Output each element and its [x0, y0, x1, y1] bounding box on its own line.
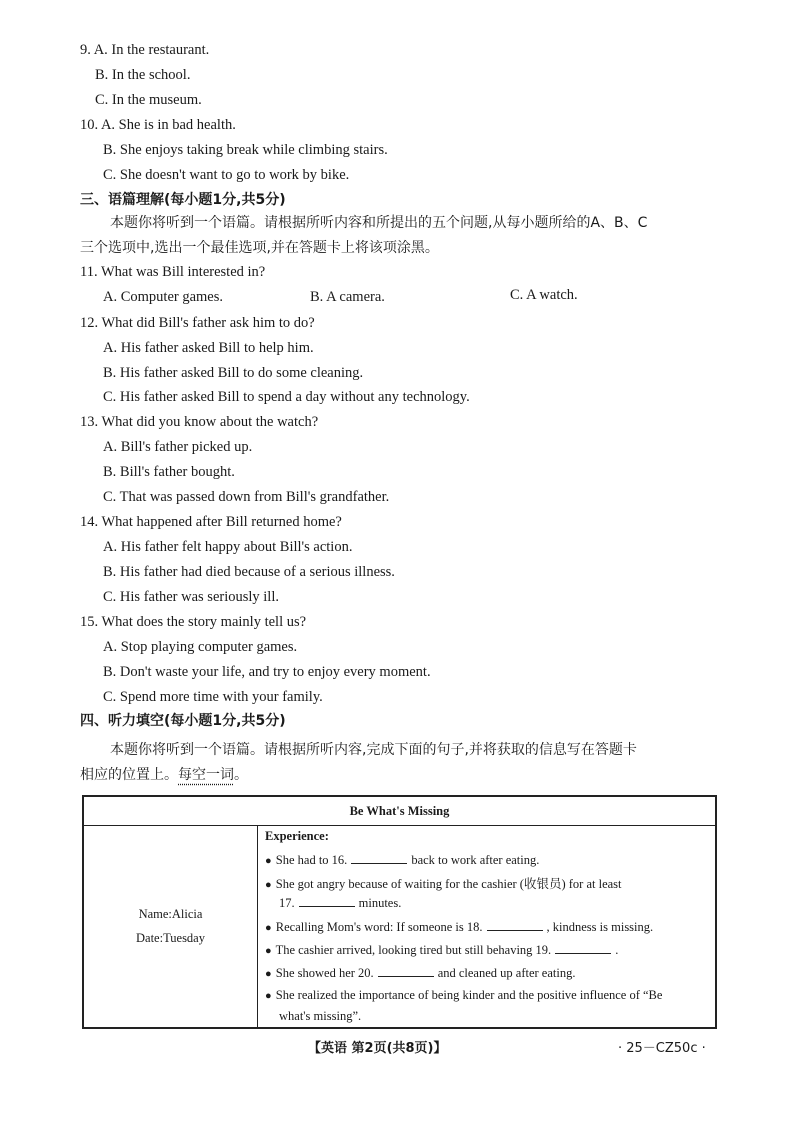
date-label: Date:Tuesday [136, 931, 205, 945]
blank-16 [351, 852, 407, 864]
q13-option-c: C. That was passed down from Bill's grandfather. [103, 489, 390, 505]
experience-line-16 [265, 852, 539, 868]
q15-question: 15. What does the story mainly tell us? [80, 614, 307, 630]
q15-option-b: B. Don't waste your life, and try to enjoy every moment. [103, 664, 431, 680]
line20-text-b: and cleaned up after eating. [437, 966, 576, 980]
line16-text-b: back to work after eating. [411, 853, 540, 867]
experience-line-17b [279, 895, 401, 911]
experience-line-19 [265, 942, 618, 958]
blank-20 [378, 965, 434, 977]
section3-heading: 三、语篇理解(每小题1分,共5分) [80, 192, 286, 208]
q12-question: 12. What did Bill's father ask him to do? [80, 315, 315, 331]
section4-heading: 四、听力填空(每小题1分,共5分) [80, 713, 286, 729]
line20-text-a: She showed her 20. [275, 966, 374, 980]
blank-17 [299, 895, 355, 907]
q9-option-c: C. In the museum. [95, 92, 202, 108]
section3-intro-line2: 三个选项中,选出一个最佳选项,并在答题卡上将该项涂黑。 [80, 240, 439, 256]
q13-option-a: A. Bill's father picked up. [103, 439, 253, 455]
experience-line-18 [265, 919, 653, 935]
footer-code: · 25－CZ50c · [618, 1041, 706, 1056]
experience-line-17a [265, 874, 622, 892]
section4-intro-line2 [80, 765, 248, 785]
line18-text-b: , kindness is missing. [546, 920, 654, 934]
q10-option-b: B. She enjoys taking break while climbing stairs. [103, 142, 388, 158]
footer-page-info: 【英语 第2页(共8页)】 [308, 1041, 447, 1056]
line17-text-a: She got angry because of waiting for the cashier (收银员) for at least [275, 877, 622, 891]
q15-option-c: C. Spend more time with your family. [103, 689, 323, 705]
section4-intro-post: 。 [234, 767, 248, 783]
q12-option-b: B. His father asked Bill to do some cleaning. [103, 365, 364, 381]
experience-line-20 [265, 965, 575, 981]
section4-intro-emphasis: 每空一词 [178, 767, 234, 783]
q14-question: 14. What happened after Bill returned home? [80, 514, 342, 530]
blank-19 [555, 942, 611, 954]
q14-option-a: A. His father felt happy about Bill's action. [103, 539, 353, 555]
q14-option-b: B. His father had died because of a serious illness. [103, 564, 395, 580]
listening-fill-table [82, 795, 717, 1029]
section4-intro-pre: 相应的位置上。 [80, 767, 178, 783]
q12-option-a: A. His father asked Bill to help him. [103, 340, 314, 356]
q11-option-a: A. Computer games. [103, 289, 224, 305]
q13-question: 13. What did you know about the watch? [80, 414, 319, 430]
q9-option-b: B. In the school. [95, 67, 191, 83]
experience-line-conclusion-b [279, 1009, 361, 1024]
page-footer [0, 1034, 794, 1058]
line17-text-b: minutes. [358, 896, 402, 910]
q13-option-b: B. Bill's father bought. [103, 464, 235, 480]
line19-text-a: The cashier arrived, looking tired but still behaving 19. [275, 943, 552, 957]
section3-intro-line1: 本题你将听到一个语篇。请根据所听内容和所提出的五个问题,从每小题所给的A、B、C [110, 215, 648, 231]
table-right-cell [259, 825, 715, 1027]
q12-option-c: C. His father asked Bill to spend a day without any technology. [103, 389, 470, 405]
blank-18 [487, 919, 543, 931]
line16-text-a: She had to 16. [275, 853, 348, 867]
line17-number: 17. [279, 896, 295, 910]
q11-option-b: B. A camera. [310, 289, 385, 305]
name-label: Name:Alicia [138, 907, 203, 921]
q9-option-a: 9. A. In the restaurant. [80, 42, 210, 58]
conclusion-text-a: She realized the importance of being kinder and the positive influence of “Be [275, 988, 663, 1002]
table-left-cell [84, 825, 258, 1027]
q11-question: 11. What was Bill interested in? [80, 264, 266, 280]
q14-option-c: C. His father was seriously ill. [103, 589, 279, 605]
q11-option-c: C. A watch. [510, 287, 578, 303]
line19-text-b: . [615, 943, 619, 957]
conclusion-text-b: what's missing”. [279, 1009, 362, 1023]
experience-line-conclusion-a [265, 988, 662, 1003]
q10-option-a: 10. A. She is in bad health. [80, 117, 236, 133]
line18-text-a: Recalling Mom's word: If someone is 18. [275, 920, 483, 934]
q10-option-c: C. She doesn't want to go to work by bike. [103, 167, 350, 183]
section4-intro-line1: 本题你将听到一个语篇。请根据所听内容,完成下面的句子,并将获取的信息写在答题卡 [110, 742, 637, 758]
q15-option-a: A. Stop playing computer games. [103, 639, 298, 655]
table-title: Be What's Missing [84, 797, 715, 826]
experience-label: Experience: [265, 829, 329, 843]
